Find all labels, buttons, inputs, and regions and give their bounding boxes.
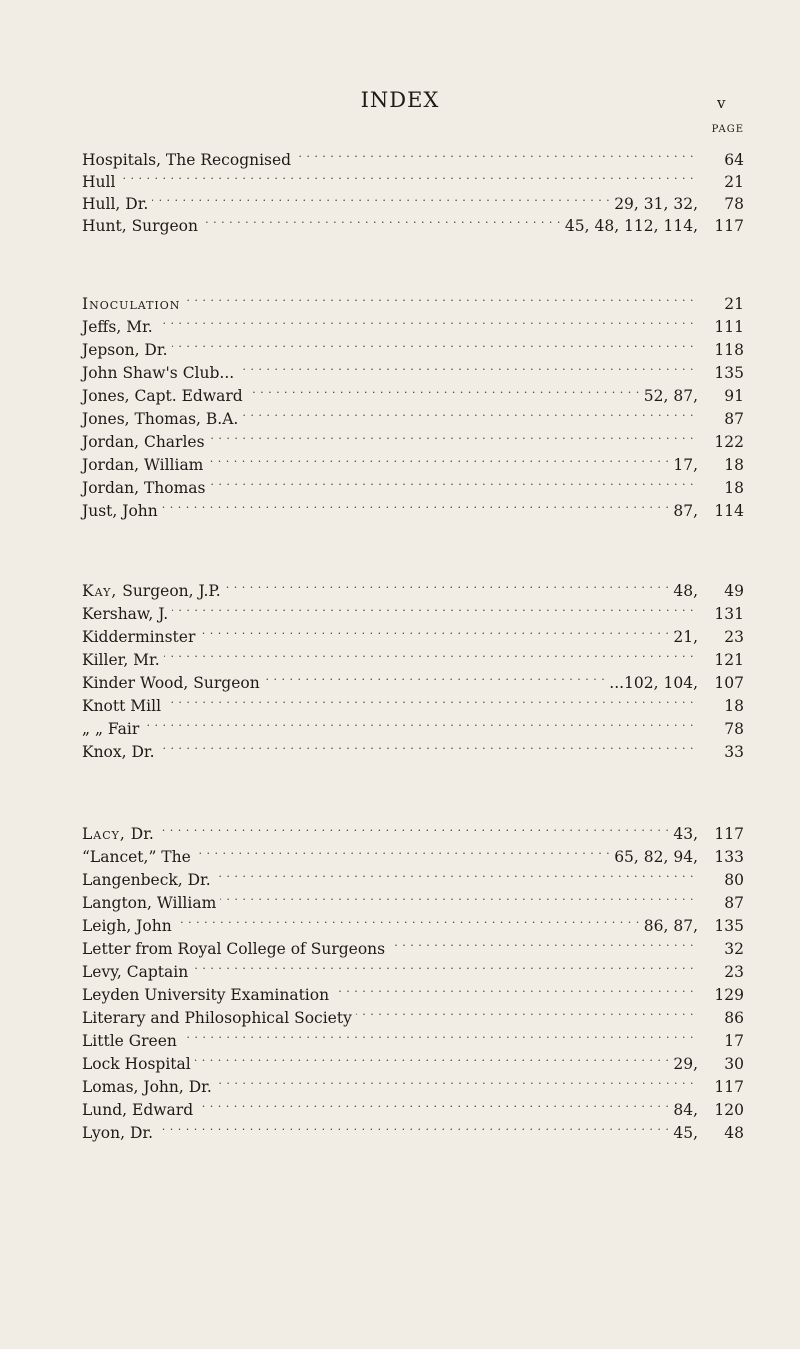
dot-leader (247, 379, 640, 401)
entry-last-page: 32 (724, 940, 744, 958)
entry-lead: Just, John (82, 502, 158, 520)
dot-leader (195, 1047, 670, 1069)
entry-last-page: 48 (724, 1124, 744, 1142)
page-column-heading: PAGE (711, 124, 744, 135)
dot-leader (152, 187, 610, 209)
dot-leader (207, 448, 669, 470)
entry-label (82, 215, 198, 237)
entry-last-page: 49 (724, 582, 744, 600)
entry-refs: 43, (673, 825, 698, 843)
entry-lead: Lund, Edward (82, 1101, 194, 1119)
entry-lead: Hunt, Surgeon (82, 217, 198, 235)
entry-lead: Jordan, William (82, 456, 204, 474)
entry-lead: Kinder Wood, Surgeon (82, 674, 260, 692)
entry-lead: Surgeon, J.P. (117, 582, 221, 600)
index-entry (82, 978, 744, 1004)
index-entry (82, 597, 744, 623)
entry-refs: 48, (673, 582, 698, 600)
entry-lead: Knox, Dr. (82, 743, 155, 761)
entry-lead: Lomas, John, Dr. (82, 1078, 212, 1096)
index-entry (82, 471, 744, 497)
dot-leader (157, 310, 694, 332)
dot-leader (197, 1093, 669, 1115)
index-entry (82, 1070, 744, 1096)
entry-refs: 17, (673, 456, 698, 474)
index-entry (82, 165, 744, 191)
index-entry (82, 840, 744, 866)
entry-refs: 45, (673, 1124, 698, 1142)
entry-lead: Levy, Captain (82, 963, 189, 981)
entry-last-page: 18 (724, 697, 744, 715)
dot-leader (158, 817, 670, 839)
entry-last-page: 33 (724, 743, 744, 761)
entry-label (82, 741, 155, 763)
index-entry (82, 287, 744, 313)
dot-leader (192, 955, 694, 977)
entry-lead: Jordan, Thomas (82, 479, 206, 497)
dot-leader (172, 597, 694, 619)
dot-leader (195, 840, 610, 862)
entry-last-page: 129 (714, 986, 744, 1004)
entry-lead: Hull (82, 173, 116, 191)
entry-refs: 84, (673, 1101, 698, 1119)
dot-leader (172, 333, 695, 355)
entry-lead: Jepson, Dr. (82, 341, 168, 359)
entry-last-page: 23 (724, 963, 744, 981)
dot-leader (210, 471, 694, 493)
entry-lead: Lock Hospital (82, 1055, 191, 1073)
dot-leader (238, 356, 694, 378)
index-entry (82, 402, 744, 428)
entry-lead: Kershaw, J. (82, 605, 169, 623)
index-entry (82, 620, 744, 646)
entry-lead: Leigh, John (82, 917, 172, 935)
dot-leader (165, 689, 694, 711)
index-entry (82, 1024, 744, 1050)
entry-lead: Langenbeck, Dr. (82, 871, 211, 889)
dot-leader (202, 209, 561, 231)
entry-lead: Jeffs, Mr. (82, 318, 153, 336)
dot-leader (356, 1001, 694, 1023)
index-entry (82, 817, 744, 843)
entry-refs: 86, 87, (643, 917, 698, 935)
index-entry (82, 1001, 744, 1027)
entry-last-page: 114 (714, 502, 744, 520)
entry-small-caps: Kay, (82, 582, 118, 600)
index-entry (82, 886, 744, 912)
entry-lead: „ „ Fair (82, 720, 140, 738)
dot-leader (209, 425, 694, 447)
entry-lead: Literary and Philosophical Society (82, 1009, 352, 1027)
index-entry (82, 689, 744, 715)
index-entry (82, 1116, 744, 1142)
entry-last-page: 18 (724, 456, 744, 474)
dot-leader (216, 1070, 694, 1092)
entry-last-page: 23 (724, 628, 744, 646)
entry-lead: Hull, Dr. (82, 195, 149, 213)
entry-lead: John Shaw's Club... (82, 364, 235, 382)
index-entry (82, 494, 744, 520)
index-entry (82, 448, 744, 474)
entry-refs: 52, 87, (643, 387, 698, 405)
entry-refs: 29, 31, 32, (614, 195, 698, 213)
index-entry (82, 1047, 744, 1073)
entry-last-page: 21 (724, 173, 744, 191)
dot-leader (119, 165, 694, 187)
dot-leader (264, 666, 606, 688)
entry-last-page: 120 (714, 1101, 744, 1119)
entry-lead: Killer, Mr. (82, 651, 160, 669)
index-entry (82, 909, 744, 935)
dot-leader (389, 932, 694, 954)
entry-lead: Little Green (82, 1032, 177, 1050)
entry-last-page: 17 (724, 1032, 744, 1050)
index-entry (82, 735, 744, 761)
entry-small-caps: Lacy, (82, 825, 126, 843)
dot-leader (164, 643, 694, 665)
entry-last-page: 121 (714, 651, 744, 669)
entry-last-page: 131 (714, 605, 744, 623)
index-entry (82, 666, 744, 692)
entry-last-page: 91 (724, 387, 744, 405)
dot-leader (199, 620, 669, 642)
dot-leader (242, 402, 694, 424)
entry-last-page: 80 (724, 871, 744, 889)
entry-lead: Lyon, Dr. (82, 1124, 154, 1142)
entry-lead: Leyden University Examination (82, 986, 330, 1004)
entry-last-page: 135 (714, 364, 744, 382)
entry-label (82, 500, 158, 522)
dot-leader (184, 287, 694, 309)
entry-small-caps: Inoculation (82, 295, 181, 313)
running-head: INDEX (360, 88, 440, 112)
dot-leader (181, 1024, 694, 1046)
index-entry (82, 379, 744, 405)
entry-last-page: 111 (714, 318, 744, 336)
entry-last-page: 78 (724, 720, 744, 738)
index-entry (82, 1093, 744, 1119)
entry-lead: Jordan, Charles (82, 433, 205, 451)
entry-lead: Dr. (125, 825, 154, 843)
entry-refs: 45, 48, 112, 114, (564, 217, 698, 235)
entry-last-page: 30 (724, 1055, 744, 1073)
index-entry (82, 143, 744, 169)
index-entry (82, 356, 744, 382)
entry-last-page: 18 (724, 479, 744, 497)
dot-leader (143, 712, 694, 734)
entry-lead: Letter from Royal College of Surgeons (82, 940, 386, 958)
dot-leader (162, 494, 670, 516)
index-entry (82, 187, 744, 213)
entry-lead: Knott Mill (82, 697, 162, 715)
entry-refs: 65, 82, 94, (614, 848, 698, 866)
entry-last-page: 78 (724, 195, 744, 213)
index-entry (82, 574, 744, 600)
entry-last-page: 117 (714, 217, 744, 235)
index-entry (82, 209, 744, 235)
index-entry (82, 712, 744, 738)
entry-last-page: 133 (714, 848, 744, 866)
entry-lead: Jones, Thomas, B.A. (82, 410, 239, 428)
entry-lead: “Lancet,” The (82, 848, 191, 866)
dot-leader (215, 863, 694, 885)
index-entry (82, 863, 744, 889)
entry-lead: Kidderminster (82, 628, 196, 646)
entry-last-page: 135 (714, 917, 744, 935)
index-entry (82, 310, 744, 336)
entry-refs: 21, (673, 628, 698, 646)
entry-refs: 29, (673, 1055, 698, 1073)
entry-last-page: 117 (714, 825, 744, 843)
index-entry (82, 643, 744, 669)
dot-leader (176, 909, 640, 931)
dot-leader (159, 735, 694, 757)
dot-leader (157, 1116, 669, 1138)
entry-last-page: 107 (714, 674, 744, 692)
entry-label (82, 1122, 153, 1144)
dot-leader (295, 143, 694, 165)
index-entry (82, 932, 744, 958)
dot-leader (225, 574, 670, 596)
index-entry (82, 425, 744, 451)
dot-leader (220, 886, 694, 908)
entry-lead: Langton, William (82, 894, 217, 912)
index-entry (82, 955, 744, 981)
entry-last-page: 87 (724, 410, 744, 428)
entry-refs: 87, (673, 502, 698, 520)
entry-last-page: 122 (714, 433, 744, 451)
entry-lead: Jones, Capt. Edward (82, 387, 243, 405)
dot-leader (333, 978, 694, 1000)
entry-refs: ...102, 104, (609, 674, 698, 692)
entry-last-page: 86 (724, 1009, 744, 1027)
page-number: v (717, 94, 726, 112)
entry-lead: Hospitals, The Recognised (82, 151, 292, 169)
entry-last-page: 117 (714, 1078, 744, 1096)
entry-last-page: 64 (724, 151, 744, 169)
entry-last-page: 21 (724, 295, 744, 313)
entry-last-page: 87 (724, 894, 744, 912)
entry-last-page: 118 (714, 341, 744, 359)
index-entry (82, 333, 744, 359)
